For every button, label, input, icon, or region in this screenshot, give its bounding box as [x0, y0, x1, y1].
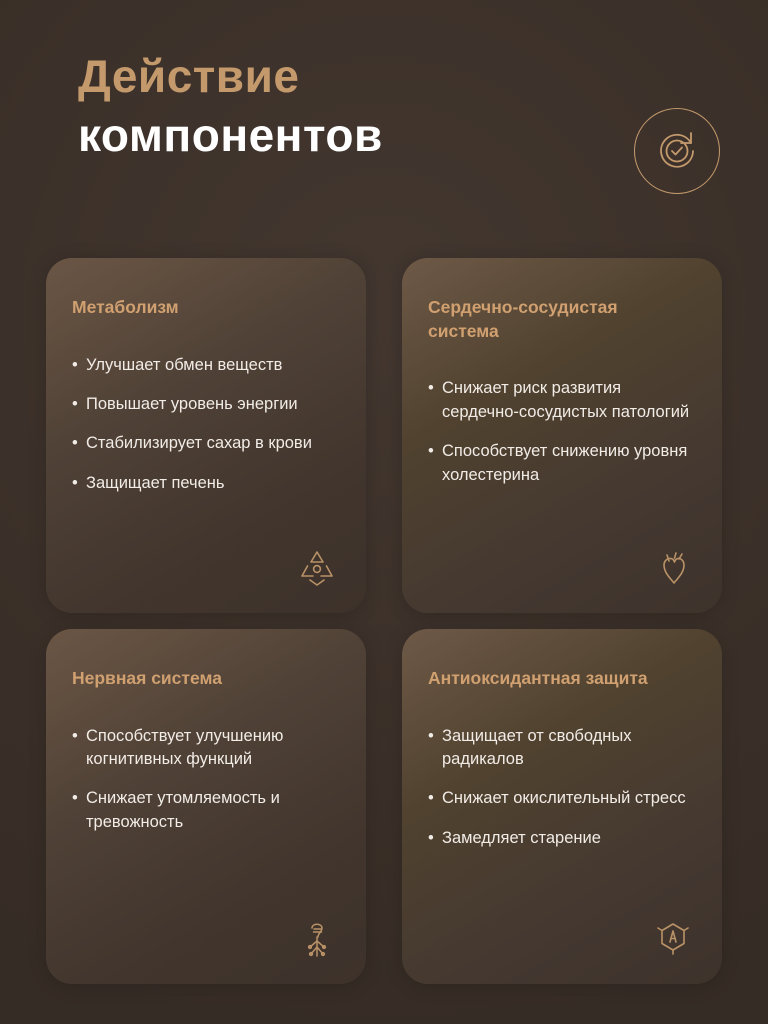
recycle-metabolism-icon: [294, 545, 340, 591]
card-nervous-system: [46, 629, 366, 984]
page-title-line-1: Действие: [78, 50, 300, 102]
card-bullet-list: [428, 725, 696, 851]
list-item: • Снижает окислительный стресс: [428, 787, 690, 810]
list-item: • Повышает уровень энергии: [72, 393, 334, 416]
list-item: • Снижает утомляемость и тревожность: [72, 787, 334, 834]
card-title: Антиоксидантная защита: [428, 668, 648, 688]
refresh-check-icon: [634, 108, 720, 194]
heart-icon: [650, 545, 696, 591]
list-item: • Стабилизирует сахар в крови: [72, 432, 334, 455]
list-item: • Способствует снижению уровня холестерина: [428, 440, 690, 487]
page-title-line-2: компонентов: [78, 108, 383, 161]
list-item: • Защищает печень: [72, 472, 334, 495]
list-item: • Защищает от свободных радикалов: [428, 725, 690, 772]
list-item: • Замедляет старение: [428, 827, 690, 850]
card-title: Метаболизм: [72, 297, 179, 317]
page-title: [78, 50, 383, 162]
card-antioxidant: [402, 629, 722, 984]
card-bullet-list: [72, 354, 340, 496]
list-item: • Снижает риск развития сердечно-сосудистых патологий: [428, 377, 690, 424]
card-metabolism: [46, 258, 366, 613]
list-item: • Улучшает обмен веществ: [72, 354, 334, 377]
card-bullet-list: [72, 725, 340, 835]
card-cardiovascular: [402, 258, 722, 613]
card-bullet-list: [428, 377, 696, 487]
card-title: Нервная система: [72, 668, 222, 688]
nervous-system-icon: [294, 916, 340, 962]
page-header: [78, 50, 720, 190]
cards-grid: [46, 258, 722, 984]
antioxidant-molecule-icon: [650, 916, 696, 962]
list-item: • Способствует улучшению когнитивных функций: [72, 725, 334, 772]
card-title: Сердечно-сосудистая система: [428, 297, 618, 341]
